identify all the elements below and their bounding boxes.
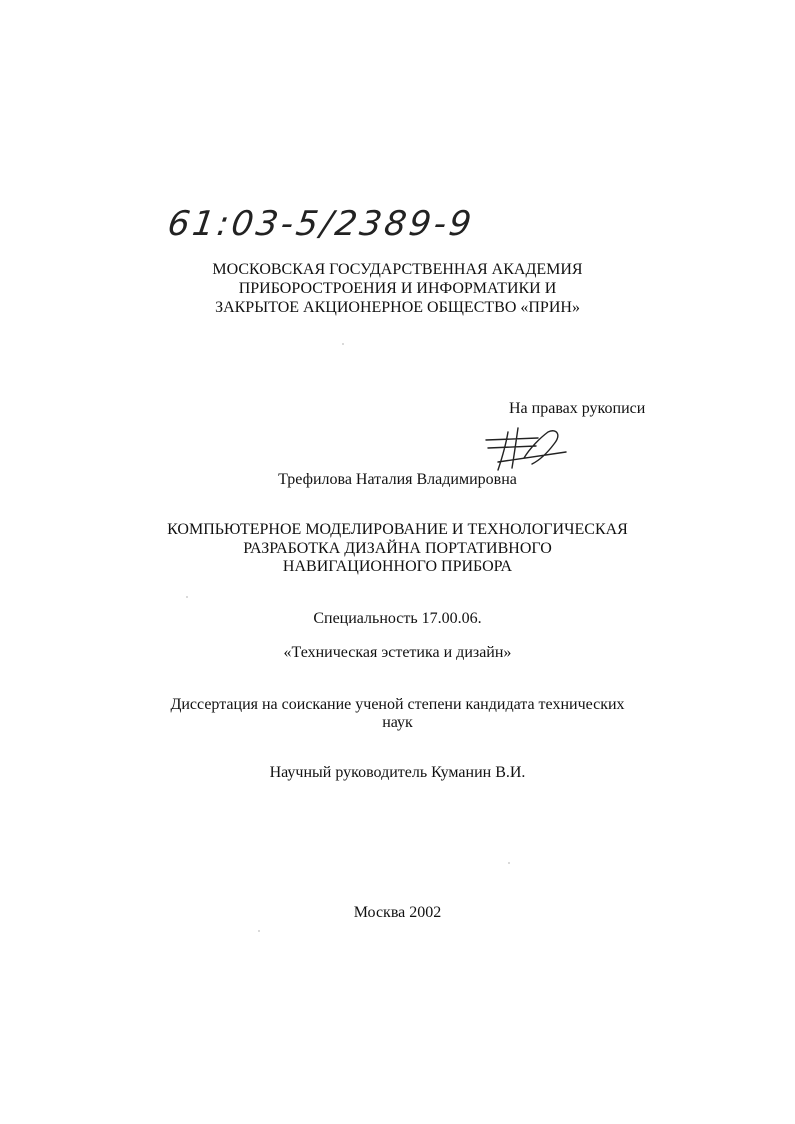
specialty-code: Специальность 17.00.06. (313, 610, 482, 627)
rights-note: На правах рукописи (509, 400, 646, 417)
place-year: Москва 2002 (353, 904, 442, 921)
organization-line-3: ЗАКРЫТОЕ АКЦИОНЕРНОЕ ОБЩЕСТВО «ПРИН» (215, 299, 580, 316)
supervisor: Научный руководитель Куманин В.И. (269, 764, 526, 781)
degree-line-2: наук (382, 714, 413, 731)
organization-line-1: МОСКОВСКАЯ ГОСУДАРСТВЕННАЯ АКАДЕМИЯ (212, 261, 583, 278)
signature-icon (478, 418, 568, 478)
scan-speck (508, 862, 510, 864)
scan-speck (186, 596, 188, 598)
scan-speck (258, 930, 260, 932)
title-line-1: КОМПЬЮТЕРНОЕ МОДЕЛИРОВАНИЕ И ТЕХНОЛОГИЧЕСКАЯ (167, 521, 628, 538)
archive-code-handwritten: 61:03-5/2389-9 (165, 204, 477, 244)
specialty-name: «Техническая эстетика и дизайн» (283, 644, 512, 661)
title-line-2: РАЗРАБОТКА ДИЗАЙНА ПОРТАТИВНОГО (243, 540, 552, 557)
organization-line-2: ПРИБОРОСТРОЕНИЯ И ИНФОРМАТИКИ И (238, 280, 557, 297)
degree-line-1: Диссертация на соискание ученой степени кандидата технических (170, 696, 625, 713)
scan-speck (342, 343, 344, 345)
author-name: Трефилова Наталия Владимировна (278, 471, 517, 488)
title-line-3: НАВИГАЦИОННОГО ПРИБОРА (282, 558, 513, 575)
